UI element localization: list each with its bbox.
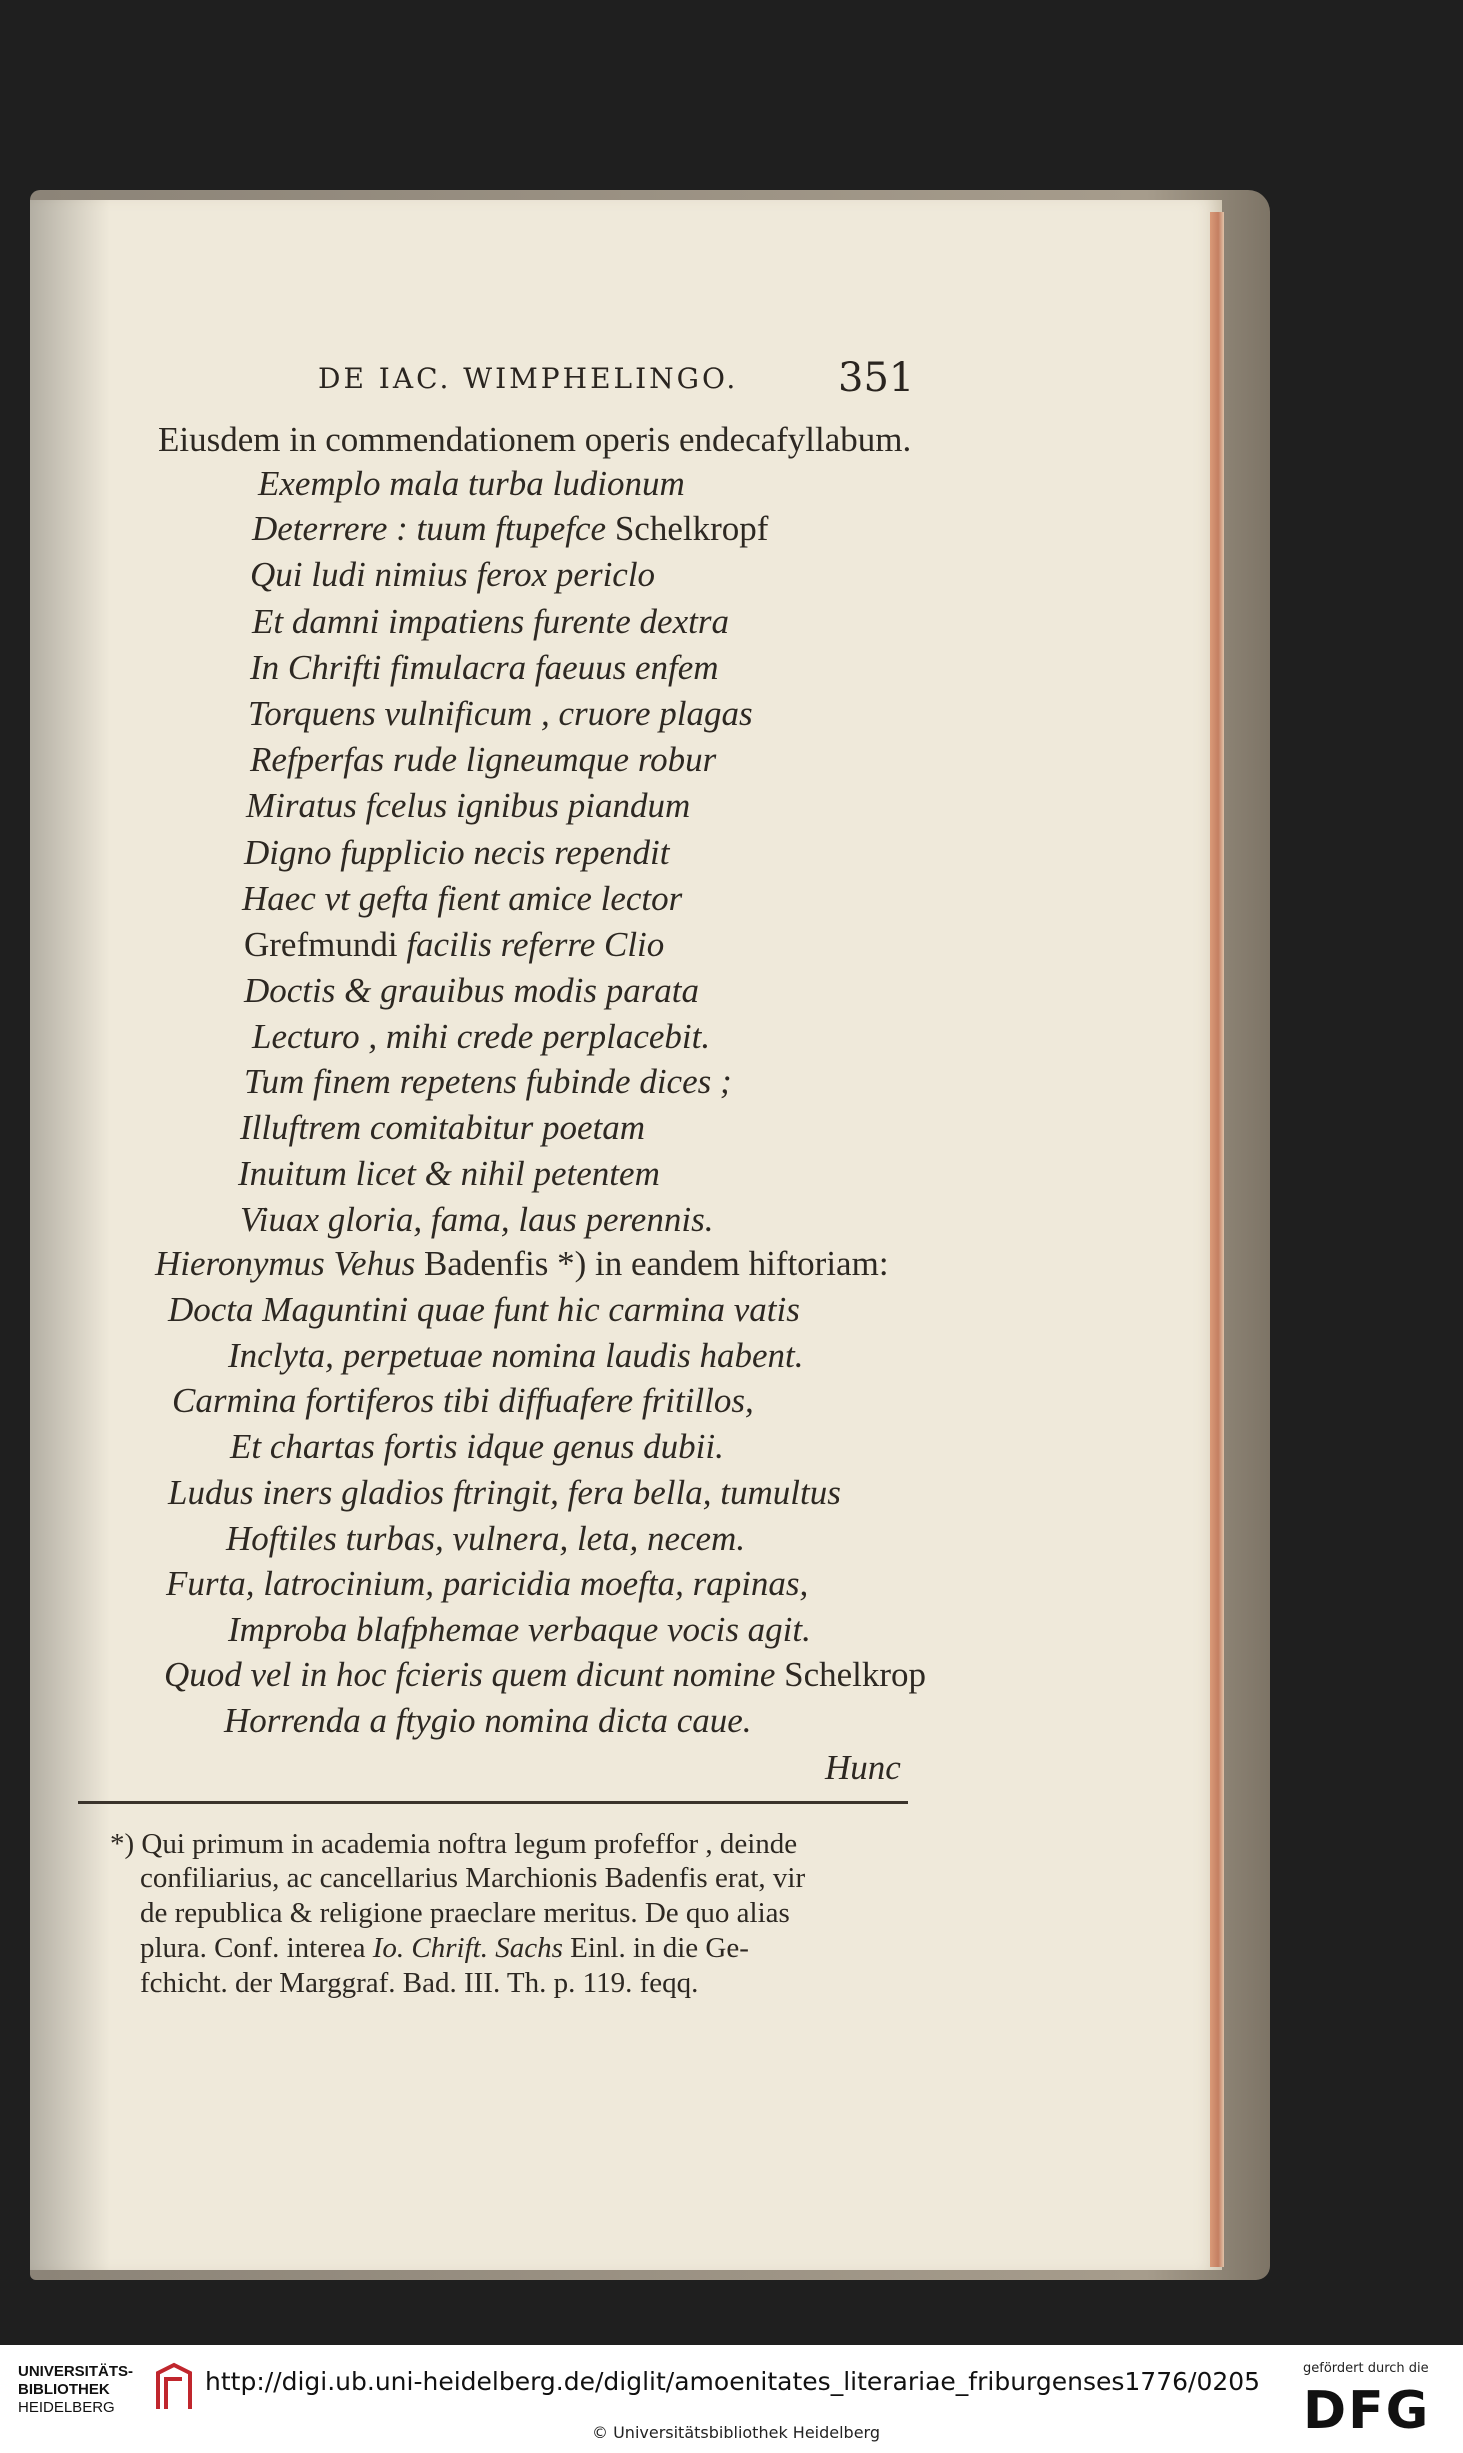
text-segment: Hoftiles turbas, vulnera, leta, necem.: [226, 1519, 746, 1558]
text-line: [244, 833, 669, 873]
text-segment: Tum finem repetens fubinde dices ;: [244, 1062, 732, 1101]
library-name-line1: UNIVERSITÄTS-: [18, 2363, 134, 2380]
text-segment: Ludus iners gladios ftringit, fera bella, tumultus: [168, 1473, 841, 1512]
library-logo-text: [18, 2363, 133, 2417]
text-line: [238, 1154, 660, 1194]
text-segment: Io. Chrift. Sachs: [372, 1932, 571, 1964]
footnote-rule: [78, 1801, 908, 1804]
text-segment: Grefmundi: [244, 925, 407, 964]
text-segment: Et damni impatiens furente dextra: [252, 602, 729, 641]
text-line: [155, 1244, 889, 1284]
text-segment: Deterrere : tuum ftupefce: [252, 509, 615, 548]
text-segment: fchicht. der Marggraf. Bad. III. Th. p. 119. feqq.: [140, 1967, 699, 1999]
text-line: [244, 971, 699, 1011]
text-line: [244, 925, 664, 965]
text-segment: Furta, latrocinium, paricidia moefta, rapinas,: [166, 1564, 809, 1603]
library-name-line2: BIBLIOTHEK: [18, 2381, 110, 2398]
text-segment: Improba blafphemae verbaque vocis agit.: [228, 1610, 811, 1649]
library-name-line3: HEIDELBERG: [18, 2399, 115, 2416]
text-segment: Lecturo , mihi crede perplacebit.: [252, 1017, 711, 1056]
text-line: [244, 1062, 732, 1102]
text-segment: Refperfas rude ligneumque robur: [250, 740, 717, 779]
text-line: [250, 648, 719, 688]
footnote-line: [140, 1967, 698, 2000]
text-line: [250, 555, 655, 595]
text-segment: Exemplo mala turba ludionum: [258, 464, 685, 503]
text-segment: facilis referre Clio: [406, 925, 665, 964]
text-line: [250, 740, 716, 780]
text-segment: Docta Maguntini quae funt hic carmina vatis: [168, 1290, 800, 1329]
text-segment: Hunc: [825, 1748, 901, 1787]
text-segment: Inuitum licet & nihil petentem: [238, 1154, 660, 1193]
text-line: [252, 602, 729, 642]
spine-shadow: [30, 200, 110, 2270]
text-segment: Doctis & grauibus modis parata: [244, 971, 700, 1010]
text-line: [168, 1473, 841, 1513]
text-line: [172, 1381, 754, 1421]
text-line: [252, 509, 768, 549]
text-segment: Illuftrem comitabitur poetam: [240, 1108, 646, 1147]
text-segment: Eiusdem in commendationem operis endecafyllabum.: [158, 420, 912, 459]
text-line: [224, 1701, 752, 1741]
footnote-line: [140, 1932, 749, 1965]
text-segment: plura. Conf. interea: [140, 1932, 373, 1964]
footnote-line: [140, 1862, 805, 1895]
footnote-line: [140, 1897, 790, 1930]
text-segment: Miratus fcelus ignibus piandum: [246, 786, 691, 825]
text-line: [228, 1336, 803, 1376]
copyright-notice: © Universitätsbibliothek Heidelberg: [592, 2423, 881, 2442]
text-segment: In Chrifti fimulacra faeuus enfem: [250, 648, 719, 687]
text-segment: Carmina fortiferos tibi diffuafere fritillos,: [172, 1381, 754, 1420]
text-segment: Qui ludi nimius ferox periclo: [250, 555, 656, 594]
text-segment: Einl. in die Ge-: [570, 1932, 749, 1964]
text-line: [226, 1519, 745, 1559]
text-line: [166, 1564, 808, 1604]
page-number: 351: [838, 355, 915, 401]
text-line: [158, 420, 911, 460]
text-line: [168, 1290, 800, 1330]
text-segment: Et chartas fortis idque genus dubii.: [230, 1427, 724, 1466]
text-segment: Inclyta, perpetuae nomina laudis habent.: [228, 1336, 804, 1375]
text-segment: Schelkropf: [614, 509, 769, 548]
text-segment: Horrenda a ftygio nomina dicta caue.: [224, 1701, 752, 1740]
text-line: [230, 1427, 724, 1467]
text-line: [240, 1200, 713, 1240]
text-line: [248, 694, 753, 734]
text-segment: Schelkrop: [784, 1655, 927, 1694]
sponsor-label: gefördert durch die: [1303, 2361, 1429, 2376]
text-line: [164, 1655, 926, 1695]
dfg-logo: DFG: [1303, 2381, 1431, 2441]
text-line: [228, 1610, 811, 1650]
running-head: DE IAC. WIMPHELINGO.: [318, 362, 739, 395]
text-segment: Viuax gloria, fama, laus perennis.: [240, 1200, 714, 1239]
text-segment: Badenfis *) in eandem hiftoriam:: [423, 1244, 889, 1283]
text-segment: Quod vel in hoc fcieris quem dicunt nomine: [164, 1655, 785, 1694]
text-line: [252, 1017, 710, 1057]
footnote-line: [110, 1828, 797, 1861]
page-edge: [1210, 212, 1224, 2267]
text-segment: Hieronymus Vehus: [155, 1244, 424, 1283]
text-line: [242, 879, 682, 919]
text-line: [240, 1108, 645, 1148]
text-segment: Torquens vulnificum , cruore plagas: [248, 694, 753, 733]
library-logo-icon: [152, 2359, 196, 2419]
text-segment: de republica & religione praeclare meritus. De quo alias: [140, 1897, 790, 1929]
text-segment: confiliarius, ac cancellarius Marchionis Badenfis erat, vir: [140, 1862, 806, 1894]
text-segment: Haec vt gefta fient amice lector: [242, 879, 683, 918]
text-segment: Digno fupplicio necis rependit: [244, 833, 670, 872]
text-line: [258, 464, 685, 504]
footer-bar: [0, 2345, 1463, 2453]
permalink-url[interactable]: http://digi.ub.uni-heidelberg.de/diglit/amoenitates_literariae_friburgenses1776/0205: [205, 2367, 1261, 2396]
text-line: [246, 786, 690, 826]
text-line: [825, 1748, 901, 1788]
text-segment: *) Qui primum in academia noftra legum profeffor , deinde: [110, 1828, 798, 1860]
